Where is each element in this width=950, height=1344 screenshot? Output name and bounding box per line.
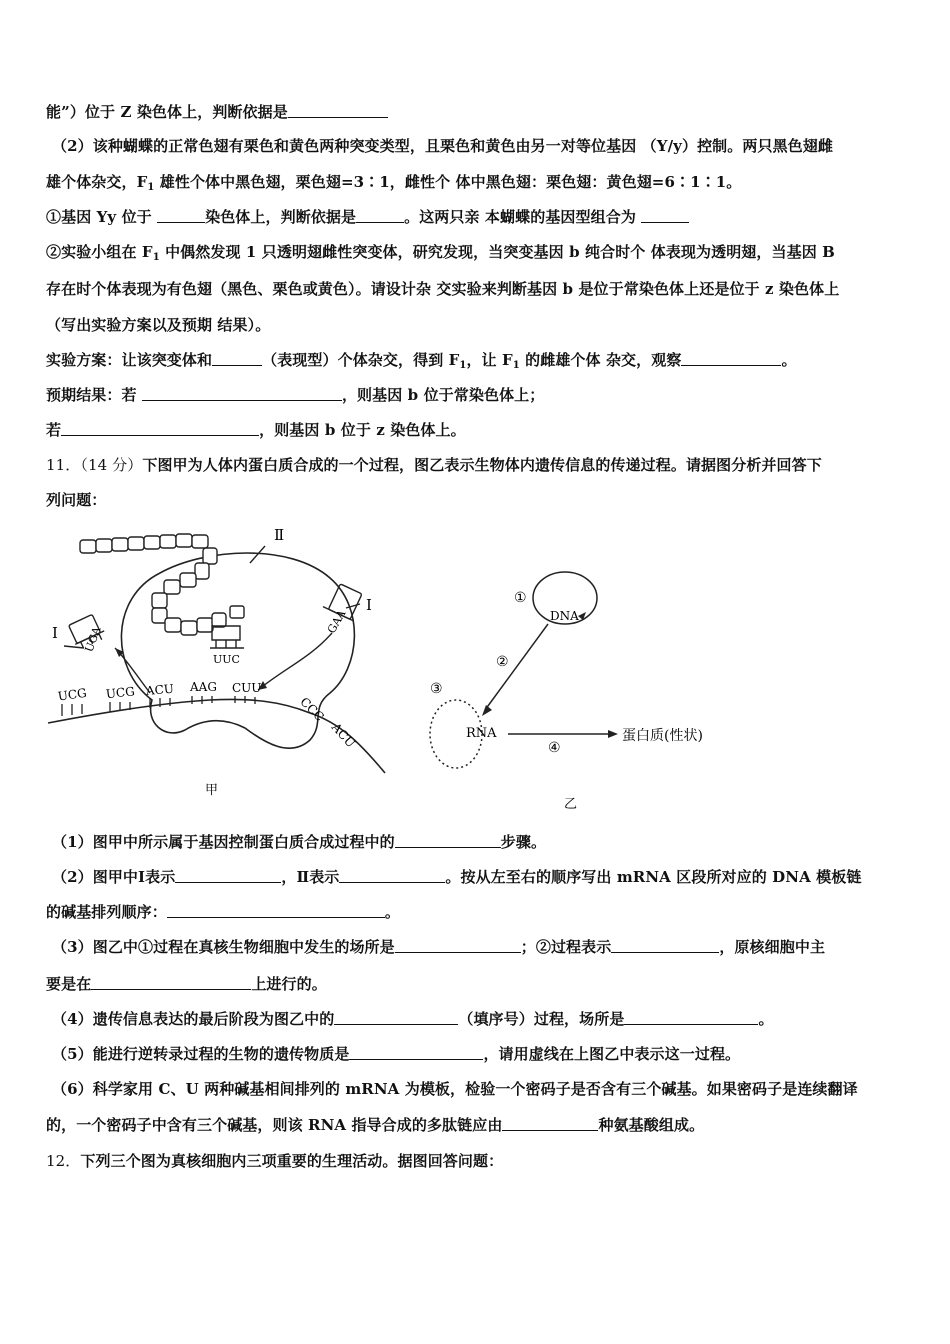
- line-4-text-b: 染色体上，判断依据是: [205, 208, 357, 226]
- line-8-text-e: 。: [781, 351, 797, 369]
- rna-label: RNA: [466, 726, 497, 741]
- answer-blank[interactable]: [395, 938, 521, 953]
- answer-blank[interactable]: [334, 1010, 458, 1025]
- line-5-text-b: 中偶然发现 1 只透明翅雌性突变体，研究发现，当突变基因 b 纯合时个 体表现为透明翅，当基因 B: [159, 243, 835, 261]
- answer-blank[interactable]: [641, 208, 689, 223]
- dna-label: DNA: [550, 609, 579, 623]
- label-I-right: Ⅰ: [366, 596, 372, 614]
- q2-text-b: ，Ⅱ表示: [281, 868, 340, 886]
- line-10-text-a: 若: [46, 421, 62, 439]
- line-3-text-a: 雄个体杂交，F: [46, 173, 148, 191]
- q3-text-c: ，原核细胞中主: [719, 938, 826, 956]
- q3-text-d: 要是在: [46, 975, 92, 993]
- answer-blank[interactable]: [157, 208, 205, 223]
- step-1-label: ①: [514, 590, 527, 606]
- line-8-text-d: 的雌雄个体 杂交，观察: [519, 351, 682, 369]
- text-line-12: [46, 490, 910, 510]
- answer-blank[interactable]: [624, 1010, 758, 1025]
- text-line-6: [46, 279, 910, 299]
- question-number: 11．（14 分）: [46, 456, 143, 474]
- codon: ACU: [328, 720, 358, 751]
- line-9-text-b: ，则基因 b 位于常染色体上；: [341, 386, 545, 404]
- step-2-label: ②: [496, 654, 509, 670]
- text-line-9: [46, 385, 910, 405]
- anticodon-right: GAA: [324, 607, 349, 636]
- line-6-text: 存在时个体表现为有色翅（黑色、栗色或黄色）。请设计杂 交实验来判断基因 b 是位于常染色体上还是位于 z 染色体上: [46, 280, 840, 298]
- answer-blank[interactable]: [611, 938, 719, 953]
- line-7-text: （写出实验方案以及预期 结果）。: [46, 316, 271, 334]
- line-4-text-a: ①基因 Yy 位于: [46, 208, 158, 226]
- question-11-1: [52, 832, 910, 852]
- q5-text-b: ，请用虚线在上图乙中表示这一过程。: [483, 1045, 741, 1063]
- text-line-4: [46, 207, 910, 227]
- anticodon-mid: UUC: [213, 653, 240, 666]
- q5-text-a: （5）能进行逆转录过程的生物的遗传物质是: [52, 1045, 350, 1063]
- q3-text-b: ；②过程表示: [520, 938, 612, 956]
- q2-text-a: （2）图甲中Ⅰ表示: [52, 868, 176, 886]
- answer-blank[interactable]: [142, 386, 342, 401]
- q4-text-a: （4）遗传信息表达的最后阶段为图乙中的: [52, 1010, 335, 1028]
- step-4-label: ④: [548, 740, 561, 756]
- subscript: 1: [147, 182, 155, 193]
- codon: CCC: [297, 694, 327, 724]
- answer-blank[interactable]: [91, 975, 251, 990]
- text-line-2: [52, 136, 910, 156]
- line-8-text-b: （表现型）个体杂交，得到 F: [262, 351, 460, 369]
- text-line-3: [46, 172, 910, 198]
- question-11-4: [52, 1009, 910, 1029]
- text-line-5: [46, 242, 910, 268]
- figure-jia: [40, 518, 420, 808]
- answer-blank[interactable]: [339, 868, 445, 883]
- question-11-6-cont: [46, 1115, 910, 1135]
- protein-label: 蛋白质(性状): [622, 728, 703, 744]
- answer-blank[interactable]: [502, 1116, 598, 1131]
- translation-diagram: [40, 518, 420, 808]
- step-3-label: ③: [430, 681, 443, 697]
- answer-blank[interactable]: [349, 1045, 483, 1060]
- q6-text-a: （6）科学家用 C、U 两种碱基相间排列的 mRNA 为模板，检验一个密码子是否含有三个碱基。如果密码子是连续翻译: [52, 1080, 858, 1098]
- text-line-10: [46, 420, 910, 440]
- q1-text-a: （1）图甲中所示属于基因控制蛋白质合成过程中的: [52, 833, 395, 851]
- figure-caption: 甲: [205, 783, 219, 798]
- answer-blank[interactable]: [175, 868, 281, 883]
- question-11-2: [52, 867, 910, 887]
- question-11-3-cont: [46, 974, 910, 994]
- q3-text-e: 上进行的。: [251, 975, 327, 993]
- line-10-text-b: ，则基因 b 位于 z 染色体上。: [259, 421, 466, 439]
- q2-text-d: 的碱基排列顺序：: [46, 903, 167, 921]
- question-11-5: [52, 1044, 910, 1064]
- q6-text-b: 的，一个密码子中含有三个碱基，则该 RNA 指导合成的多肽链应由: [46, 1116, 503, 1134]
- anticodon-left: UGA: [82, 625, 104, 654]
- q4-text-b: （填序号）过程，场所是: [458, 1010, 625, 1028]
- subscript: 1: [512, 360, 520, 371]
- question-11-6: [52, 1079, 910, 1099]
- label-II: Ⅱ: [274, 526, 285, 544]
- question-11-2-cont: [46, 902, 910, 922]
- figure-caption: 乙: [564, 797, 578, 812]
- subscript: 1: [459, 360, 467, 371]
- question-12-stem: [46, 1151, 910, 1171]
- text-line-1: [46, 102, 910, 122]
- answer-blank[interactable]: [288, 103, 388, 118]
- line-8-text-c: ，让 F: [466, 351, 513, 369]
- q3-text-a: （3）图乙中①过程在真核生物细胞中发生的场所是: [52, 938, 395, 956]
- answer-blank[interactable]: [395, 833, 501, 848]
- answer-blank[interactable]: [212, 351, 262, 366]
- codon: UCG: [57, 685, 88, 704]
- figure-yi: [420, 560, 760, 820]
- label-I-left: Ⅰ: [52, 624, 58, 642]
- answer-blank[interactable]: [681, 351, 781, 366]
- answer-blank[interactable]: [167, 903, 385, 918]
- codon: CUU: [232, 681, 262, 695]
- line-9-text-a: 预期结果：若: [46, 386, 142, 404]
- line-3-text-b: 雄性个体中黑色翅，栗色翅=3∶1，雌性个 体中黑色翅：栗色翅：黄色翅=6∶1∶1。: [154, 173, 742, 191]
- codon: ACU: [145, 681, 175, 699]
- line-5-text-a: ②实验小组在 F: [46, 243, 153, 261]
- line-1-text: 能”）位于 Z 染色体上，判断依据是: [46, 103, 288, 121]
- question-number: 12．: [46, 1152, 81, 1170]
- question-11-3: [52, 937, 910, 957]
- line-4-text-c: 。这两只亲 本蝴蝶的基因型组合为: [404, 208, 642, 226]
- answer-blank[interactable]: [61, 421, 259, 436]
- question-11-stem: [46, 455, 910, 475]
- central-dogma-diagram: [420, 560, 760, 820]
- q6-text-c: 种氨基酸组成。: [598, 1116, 705, 1134]
- line-8-text-a: 实验方案：让该突变体和: [46, 351, 213, 369]
- q4-text-c: 。: [758, 1010, 774, 1028]
- question-11-text: 下图甲为人体内蛋白质合成的一个过程，图乙表示生物体内遗传信息的传递过程。请据图分析并回答下: [142, 456, 822, 474]
- q2-text-c: 。按从左至右的顺序写出 mRNA 区段所对应的 DNA 模板链: [445, 868, 862, 886]
- text-line-8: [46, 350, 910, 376]
- subscript: 1: [152, 252, 160, 263]
- q1-text-b: 步骤。: [500, 833, 547, 851]
- question-12-text: 下列三个图为真核细胞内三项重要的生理活动。据图回答问题：: [80, 1152, 504, 1170]
- q2-text-e: 。: [384, 903, 400, 921]
- codon: UCG: [105, 684, 136, 702]
- line-12-text: 列问题：: [46, 491, 107, 509]
- codon: AAG: [190, 680, 217, 694]
- text-line-7: [46, 315, 910, 335]
- line-2-text: （2）该种蝴蝶的正常色翅有栗色和黄色两种突变类型，且栗色和黄色由另一对等位基因 （Y/y）控制。两只黑色翅雌: [52, 137, 833, 155]
- answer-blank[interactable]: [356, 208, 404, 223]
